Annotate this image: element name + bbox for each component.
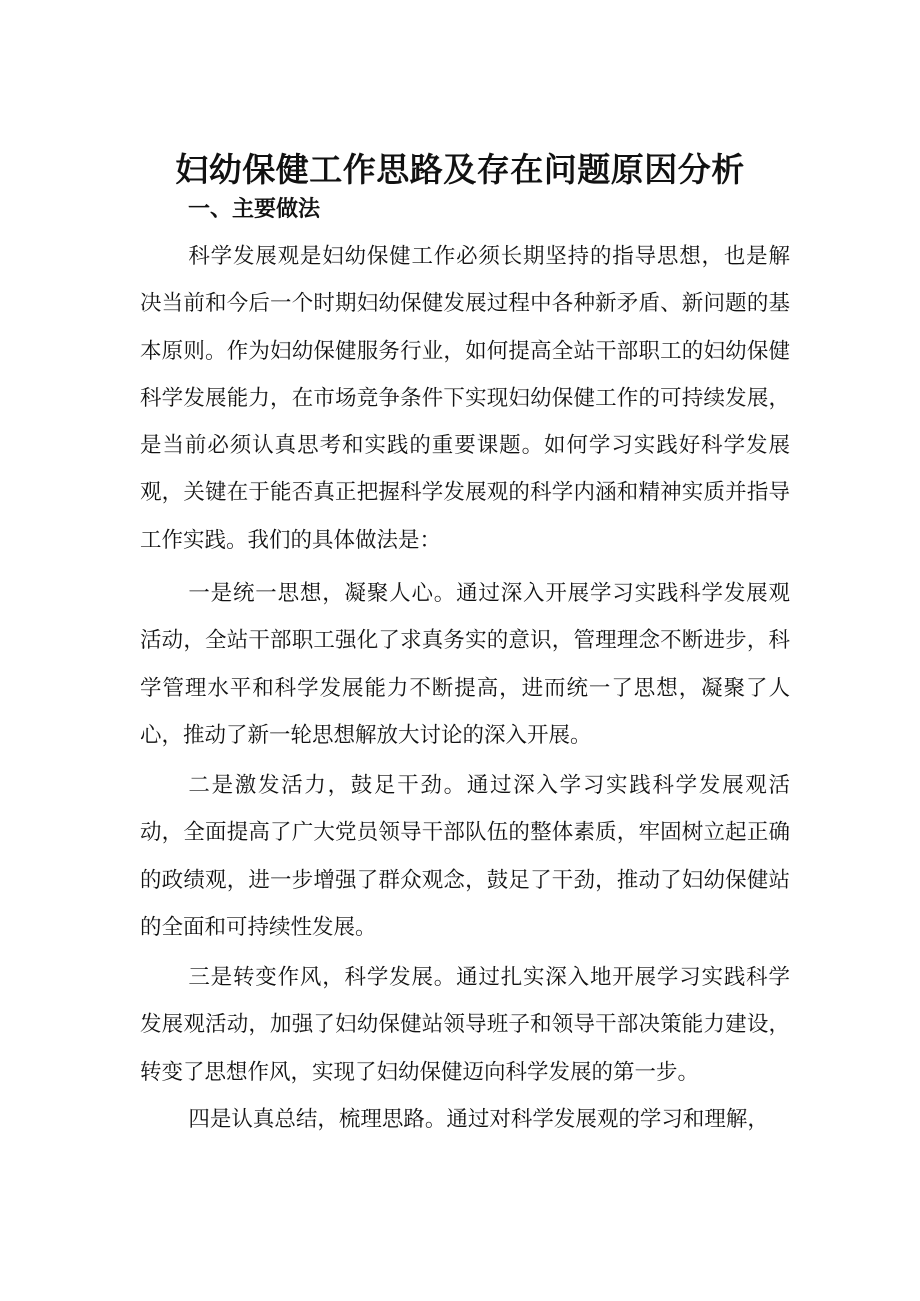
paragraph: 二是激发活力，鼓足干劲。通过深入学习实践科学发展观活动，全面提高了广大党员领导干部队伍的整体素质，牢固树立起正确的政绩观，进一步增强了群众观念，鼓足了干劲，推动了妇幼保健站的全面和可持续性发展。	[140, 773, 790, 940]
paragraph: 科学发展观是妇幼保健工作必须长期坚持的指导思想，也是解决当前和今后一个时期妇幼保健发展过程中各种新矛盾、新问题的基本原则。作为妇幼保健服务行业，如何提高全站干部职工的妇幼保健科学发展能力，在市场竞争条件下实现妇幼保健工作的可持续发展，是当前必须认真思考和实践的重要课题。如何学习实践好科学发展观，关键在于能否真正把握科学发展观的科学内涵和精神实质并指导工作实践。我们的具体做法是：	[140, 244, 790, 553]
document-title: 妇幼保健工作思路及存在问题原因分析	[175, 150, 745, 190]
paragraph: 三是转变作风，科学发展。通过扎实深入地开展学习实践科学发展观活动，加强了妇幼保健站领导班子和领导干部决策能力建设，转变了思想作风，实现了妇幼保健迈向科学发展的第一步。	[140, 965, 790, 1085]
paragraph: 一是统一思想，凝聚人心。通过深入开展学习实践科学发展观活动，全站干部职工强化了求真务实的意识，管理理念不断进步，科学管理水平和科学发展能力不断提高，进而统一了思想，凝聚了人心，推动了新一轮思想解放大讨论的深入开展。	[140, 581, 790, 748]
paragraph: 四是认真总结，梳理思路。通过对科学发展观的学习和理解，	[188, 1107, 769, 1132]
section-heading: 一、主要做法	[188, 197, 321, 222]
